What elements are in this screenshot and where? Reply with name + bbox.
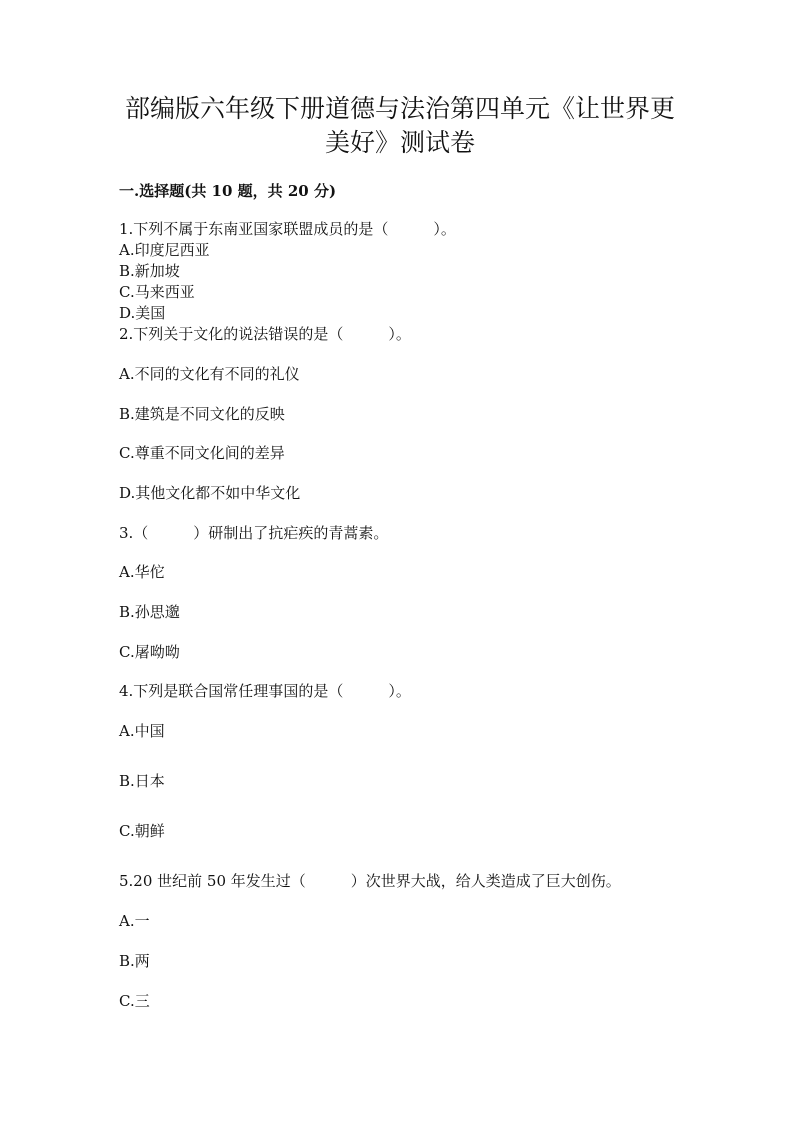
question-4-stem: 4.下列是联合国常任理事国的是（ ）。 (119, 682, 411, 700)
question-5-option-a: A.一 (119, 912, 150, 930)
question-2-option-d: D.其他文化都不如中华文化 (119, 484, 301, 502)
question-4-option-a: A.中国 (119, 722, 165, 740)
question-4-option-c: C.朝鲜 (119, 822, 165, 840)
question-3-option-a: A.华佗 (119, 563, 165, 581)
question-3-option-c: C.屠呦呦 (119, 643, 180, 661)
title-line-1: 部编版六年级下册道德与法治第四单元《让世界更 (124, 94, 675, 123)
question-1-option-c: C.马来西亚 (119, 283, 195, 301)
section-heading: 一.选择题(共 10 题，共 20 分) (119, 182, 337, 200)
question-1-option-d: D.美国 (119, 304, 166, 322)
question-1-stem: 1.下列不属于东南亚国家联盟成员的是（ ）。 (119, 220, 456, 238)
question-2-stem: 2.下列关于文化的说法错误的是（ ）。 (119, 325, 411, 343)
question-1-option-a: A.印度尼西亚 (119, 241, 210, 259)
page-title (120, 92, 680, 160)
question-5-option-c: C.三 (119, 992, 150, 1010)
title-line-2: 美好》测试卷 (324, 128, 475, 157)
question-3-stem: 3.（ ）研制出了抗疟疾的青蒿素。 (119, 524, 389, 542)
question-2-option-c: C.尊重不同文化间的差异 (119, 444, 285, 462)
question-1-option-b: B.新加坡 (119, 262, 180, 280)
question-2-option-a: A.不同的文化有不同的礼仪 (119, 365, 300, 383)
question-3-option-b: B.孙思邈 (119, 603, 180, 621)
question-2-option-b: B.建筑是不同文化的反映 (119, 405, 285, 423)
question-5-option-b: B.两 (119, 952, 150, 970)
question-5-stem: 5.20 世纪前 50 年发生过（ ）次世界大战，给人类造成了巨大创伤。 (119, 872, 621, 890)
question-4-option-b: B.日本 (119, 772, 165, 790)
